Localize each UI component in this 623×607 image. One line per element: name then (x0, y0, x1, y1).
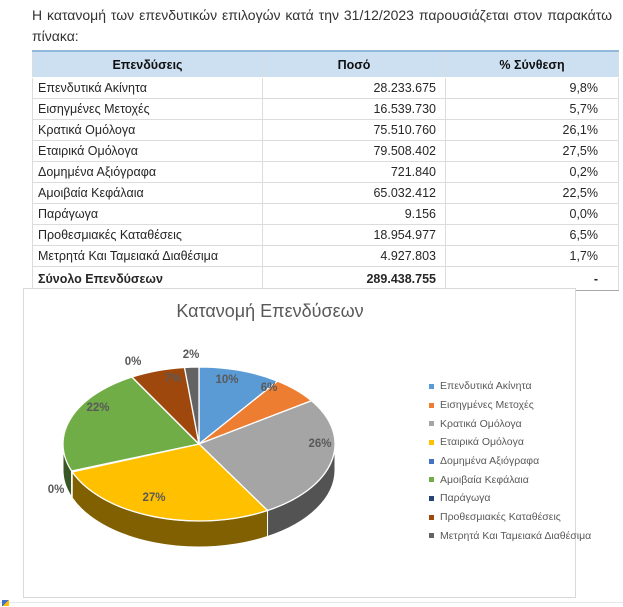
investment-name-cell: Παράγωγα (33, 204, 263, 225)
pie-data-label: 2% (182, 349, 200, 361)
legend-item (429, 377, 591, 396)
intro-paragraph: Η κατανομή των επενδυτικών επιλογών κατά την 31/12/2023 παρουσιάζεται στον παρακάτω πίνακα: (32, 7, 612, 44)
share-cell: 6,5% (446, 225, 619, 246)
table-row (33, 141, 619, 162)
share-cell: 5,7% (446, 99, 619, 120)
share-cell: 22,5% (446, 183, 619, 204)
amount-cell: 28.233.675 (263, 78, 446, 99)
legend-label: Μετρητά Και Ταμειακά Διαθέσιμα (440, 529, 592, 542)
legend-bullet-icon (429, 496, 434, 501)
share-cell: 26,1% (446, 120, 619, 141)
legend-label: Παράγωγα (440, 492, 491, 505)
share-cell: 9,8% (446, 78, 619, 99)
legend-label: Δομημένα Αξιόγραφα (440, 455, 540, 468)
table-row (33, 225, 619, 246)
legend-item (429, 527, 591, 546)
table-row (33, 99, 619, 120)
chart-legend (429, 377, 591, 545)
legend-bullet-icon (429, 421, 434, 426)
table-row (33, 183, 619, 204)
investment-name-cell: Εταιρικά Ομόλογα (33, 141, 263, 162)
pie-data-label: 22% (86, 402, 110, 414)
amount-cell: 9.156 (263, 204, 446, 225)
table-row (33, 120, 619, 141)
chart-title: Κατανομή Επενδύσεων (176, 301, 364, 321)
amount-cell: 721.840 (263, 162, 446, 183)
pie-data-label: 0% (124, 356, 142, 368)
total-label-cell: Σύνολο Επενδύσεων (33, 267, 263, 291)
investment-name-cell: Κρατικά Ομόλογα (33, 120, 263, 141)
legend-bullet-icon (429, 459, 434, 464)
pie-chart-panel (23, 288, 592, 598)
amount-cell: 16.539.730 (263, 99, 446, 120)
pie-data-label: 27% (142, 492, 166, 504)
legend-item (429, 508, 591, 527)
legend-item (429, 396, 591, 415)
legend-item (429, 470, 591, 489)
investment-name-cell: Προθεσμιακές Καταθέσεις (33, 225, 263, 246)
pie-data-label: 10% (215, 374, 239, 386)
amount-cell: 4.927.803 (263, 246, 446, 267)
page-divider (0, 602, 623, 603)
table-row (33, 78, 619, 99)
table-row (33, 246, 619, 267)
legend-bullet-icon (429, 384, 434, 389)
legend-bullet-icon (429, 440, 434, 445)
header-amount: Ποσό (263, 51, 446, 78)
amount-cell: 75.510.760 (263, 120, 446, 141)
table-row (33, 162, 619, 183)
legend-label: Προθεσμιακές Καταθέσεις (440, 511, 561, 524)
total-share-cell: - (446, 267, 619, 291)
share-cell: 27,5% (446, 141, 619, 162)
legend-item (429, 433, 591, 452)
table-body (33, 78, 619, 267)
amount-cell: 79.508.402 (263, 141, 446, 162)
investment-name-cell: Εισηγμένες Μετοχές (33, 99, 263, 120)
share-cell: 0,0% (446, 204, 619, 225)
legend-bullet-icon (429, 477, 434, 482)
legend-bullet-icon (429, 403, 434, 408)
legend-item (429, 452, 591, 471)
legend-label: Εισηγμένες Μετοχές (440, 399, 534, 412)
share-cell: 0,2% (446, 162, 619, 183)
legend-label: Αμοιβαία Κεφάλαια (440, 473, 529, 486)
amount-cell: 65.032.412 (263, 183, 446, 204)
header-investments: Επενδύσεις (33, 51, 263, 78)
total-amount-cell: 289.438.755 (263, 267, 446, 291)
legend-item (429, 489, 591, 508)
table-row (33, 204, 619, 225)
pie-data-label: 0% (47, 484, 65, 496)
share-cell: 1,7% (446, 246, 619, 267)
amount-cell: 18.954.977 (263, 225, 446, 246)
investments-table (32, 50, 618, 291)
investment-name-cell: Αμοιβαία Κεφάλαια (33, 183, 263, 204)
legend-label: Κρατικά Ομόλογα (440, 417, 522, 430)
investment-name-cell: Μετρητά Και Ταμειακά Διαθέσιμα (33, 246, 263, 267)
legend-bullet-icon (429, 515, 434, 520)
legend-bullet-icon (429, 533, 434, 538)
investment-name-cell: Δομημένα Αξιόγραφα (33, 162, 263, 183)
table-total-row (33, 267, 619, 291)
corner-artifact (2, 600, 9, 606)
table-header-row (33, 51, 619, 78)
legend-item (429, 414, 591, 433)
legend-label: Επενδυτικά Ακίνητα (440, 380, 532, 393)
investment-name-cell: Επενδυτικά Ακίνητα (33, 78, 263, 99)
pie-data-label: 26% (308, 438, 332, 450)
pie-data-label: 7% (164, 373, 182, 385)
pie-data-label: 6% (260, 382, 278, 394)
legend-label: Εταιρικά Ομόλογα (440, 436, 524, 449)
header-share: % Σύνθεση (446, 51, 619, 78)
